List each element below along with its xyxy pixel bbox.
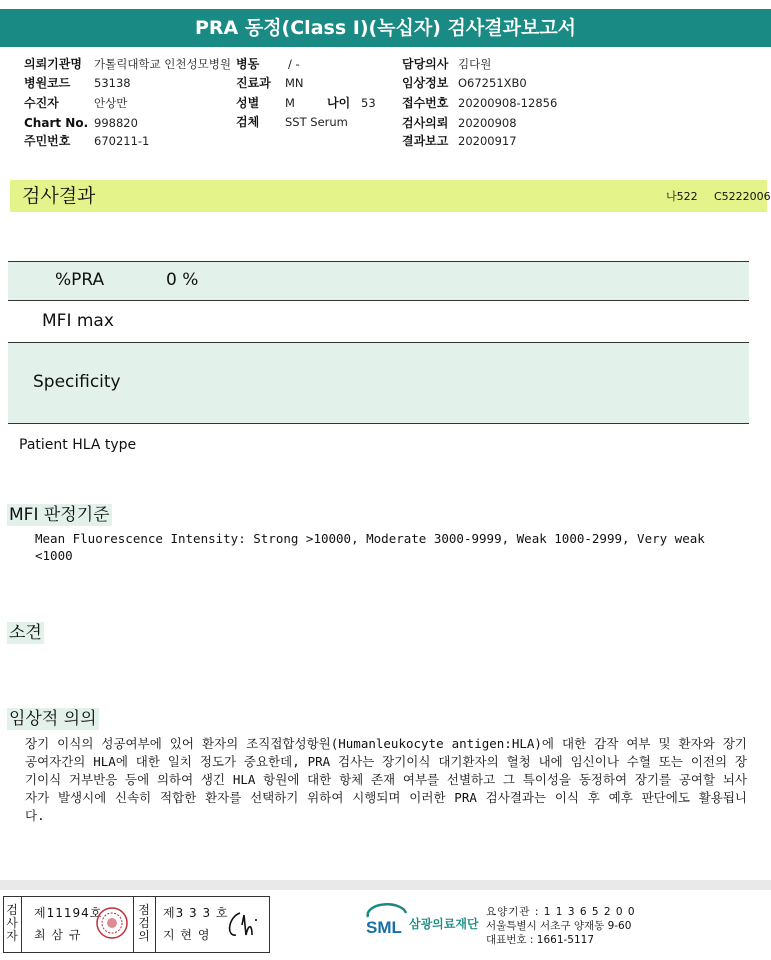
sml-logo-icon (364, 903, 410, 943)
specimen-label: 검체 (236, 115, 260, 129)
age-value: 53 (361, 96, 376, 110)
clinical-info-value: O67251XB0 (458, 76, 527, 90)
doctor-value: 김다원 (458, 57, 492, 71)
pra-value: 0 % (166, 270, 199, 290)
dept-label: 진료과 (236, 76, 271, 90)
patient-label: 수진자 (24, 96, 59, 110)
resident-value: 670211-1 (94, 134, 150, 148)
doctor-label: 담당의사 (402, 57, 449, 71)
institution-value: 가톨릭대학교 인천성모병원 (94, 57, 231, 71)
table-rule (8, 300, 749, 301)
sex-value: M (285, 96, 295, 110)
examiner-license: 제11194호 (34, 906, 103, 920)
specificity-label: Specificity (33, 372, 121, 392)
examiner-name: 최 삼 규 (34, 928, 82, 942)
sml-logo-text: SML (366, 918, 402, 937)
clinical-significance-heading: 임상적 의의 (9, 709, 97, 729)
confirmer-name: 지 현 영 (163, 928, 211, 942)
address: 서울특별시 서초구 양재동 9-60 (486, 920, 632, 932)
report-title: PRA 동정(Class I)(녹십자) 검사결과보고서 (0, 9, 771, 47)
footer-rule (0, 880, 771, 890)
examiner-role: 검사자 (6, 903, 18, 943)
clinical-significance-body: 장기 이식의 성공여부에 있어 환자의 조직접합성항원(Humanleukocyte antigen:HLA)에 대한 감작 여부 및 환자와 장기공여자간의 HLA에 대한 일치 정도가 중요한데, PRA 검사는 장기이식 대기환자의 혈청 내에 임신이나 수혈 또는 이전의 장기이식 거부반응 등에 의하여 생긴 HLA 항원에 대한 항체 존재 여부를 선별하고 그 특이성을 동정하여 장기를 공여할 뇌사자가 발생시에 신속히 적합한 환자를 선택하기 위하여 시행되며 이러한 PRA 검사결과는 이식 후 예후 판단에도 활용됩니다. (25, 736, 747, 823)
specimen-value: SST Serum (285, 115, 348, 129)
receipt-label: 접수번호 (402, 96, 449, 110)
care-code: 요양기관 : 1 1 3 6 5 2 0 0 (486, 906, 636, 918)
result-section-title: 검사결과 (22, 185, 96, 207)
table-rule (8, 423, 749, 424)
resident-label: 주민번호 (24, 134, 71, 148)
result-code-2: C5222006 (714, 190, 771, 203)
mfi-criteria-heading: MFI 판정기준 (9, 505, 110, 525)
mfi-criteria-line1: Mean Fluorescence Intensity: Strong >10000, Moderate 3000-9999, Weak 1000-2999, Very weak (35, 531, 705, 546)
divider (133, 897, 134, 952)
result-band (10, 180, 767, 212)
hospital-code-value: 53138 (94, 76, 131, 90)
request-label: 검사의뢰 (402, 116, 449, 130)
request-value: 20200908 (458, 116, 517, 130)
clinical-info-label: 임상정보 (402, 76, 449, 90)
patient-hla-label: Patient HLA type (19, 437, 137, 453)
signature-icon (222, 905, 262, 943)
pra-row (8, 262, 749, 300)
age-label: 나이 (327, 96, 351, 110)
receipt-value: 20200908-12856 (458, 96, 558, 110)
findings-heading: 소견 (9, 623, 42, 643)
sex-label: 성별 (236, 96, 260, 110)
result-code-1: 나522 (666, 190, 698, 203)
chart-value: 998820 (94, 116, 138, 130)
mfi-max-label: MFI max (42, 311, 114, 331)
report-date-label: 결과보고 (402, 134, 449, 148)
patient-value: 안상만 (94, 96, 128, 110)
ward-label: 병동 (236, 57, 260, 71)
pra-label: %PRA (55, 270, 105, 290)
confirmer-license: 제3 3 3 호 (163, 906, 229, 920)
hospital-code-label: 병원코드 (24, 76, 71, 90)
ward-value: / - (288, 57, 300, 71)
confirmer-role: 점검의 (138, 903, 150, 943)
examiner-seal-icon (95, 906, 129, 940)
dept-value: MN (285, 76, 304, 90)
mfi-criteria-line2: <1000 (35, 548, 73, 563)
phone: 대표번호 : 1661-5117 (486, 934, 595, 946)
divider (21, 897, 22, 952)
divider (155, 897, 156, 952)
chart-label: Chart No. (24, 116, 89, 130)
report-date-value: 20200917 (458, 134, 517, 148)
institution-label: 의뢰기관명 (24, 57, 82, 71)
org-name: 삼광의료재단 (409, 917, 479, 931)
